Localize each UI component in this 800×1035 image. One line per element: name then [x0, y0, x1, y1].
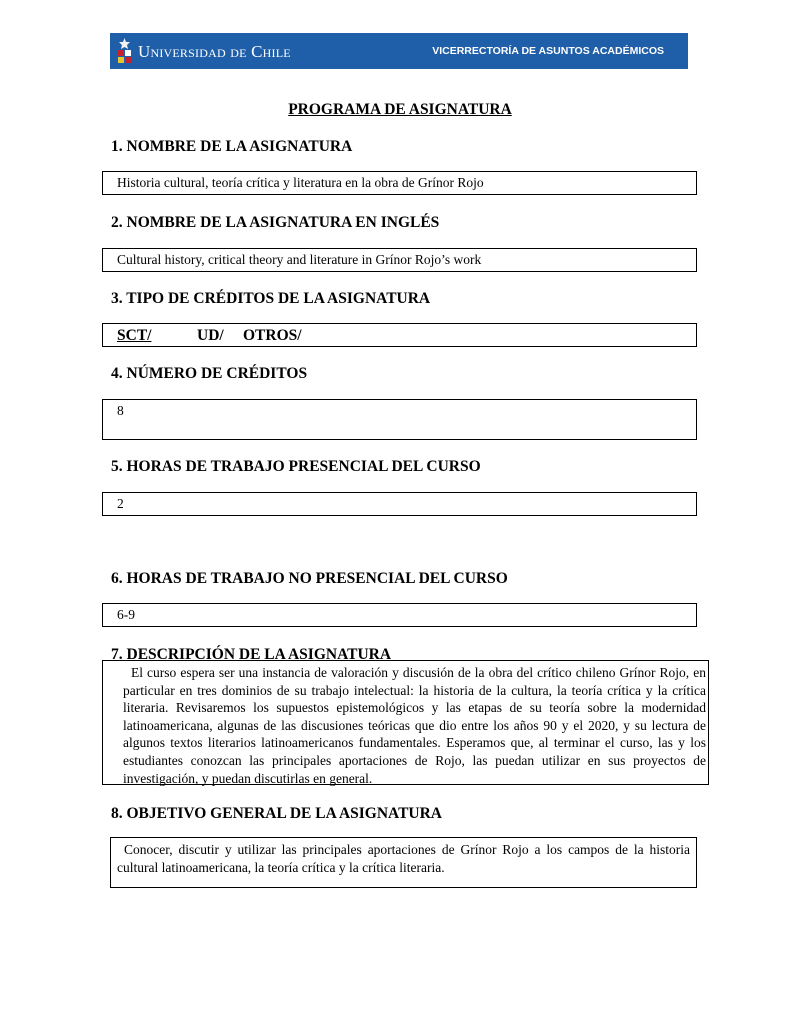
course-name-value: Historia cultural, teoría crítica y literatura en la obra de Grínor Rojo — [117, 175, 484, 190]
credits-number-value: 8 — [117, 403, 124, 418]
section-3-heading: 3. TIPO DE CRÉDITOS DE LA ASIGNATURA — [111, 290, 431, 307]
course-description-text: El curso espera ser una instancia de valoración y discusión de la obra del crítico chileno Grínor Rojo, en particular en tres dominios de su trabajo intelectual: la historia de la cultura, la teoría crítica y la crítica literaria. Revisaremos los supuestos epistemológicos y las etapas de su teoría sobre la modernidad latinoamericana, algunas de las discusiones teóricas que dio entre los años 90 y el 2020, y su lectura de algunos textos literarios latinoamericanos fundamentales. Esperamos que, al terminar el curso, las y los estudiantes conozcan las principales aportaciones de Rojo, las puedan utilizar en sus proyectos de investigación, y puedan discutirlas en general. — [123, 665, 706, 786]
section-6-heading: 6. HORAS DE TRABAJO NO PRESENCIAL DEL CURSO — [111, 570, 508, 587]
section-8-field — [110, 837, 697, 888]
presential-hours-value: 2 — [117, 496, 124, 511]
vicerrectoria-label: VICERRECTORÍA DE ASUNTOS ACADÉMICOS — [432, 45, 664, 57]
section-7-heading: 7. DESCRIPCIÓN DE LA ASIGNATURA — [111, 646, 392, 663]
credit-option-otros: OTROS/ — [243, 327, 302, 344]
section-3-field — [102, 323, 697, 347]
credit-option-ud: UD/ — [197, 327, 224, 344]
section-6-field — [102, 603, 697, 627]
header-banner — [110, 33, 688, 69]
course-name-english-value: Cultural history, critical theory and literature in Grínor Rojo’s work — [117, 252, 482, 267]
university-crest-icon — [116, 37, 133, 65]
section-2-heading: 2. NOMBRE DE LA ASIGNATURA EN INGLÉS — [111, 214, 440, 231]
non-presential-hours-value: 6-9 — [117, 607, 135, 622]
page-title: PROGRAMA DE ASIGNATURA — [288, 101, 512, 118]
section-5-heading: 5. HORAS DE TRABAJO PRESENCIAL DEL CURSO — [111, 458, 481, 475]
section-1-field — [102, 171, 697, 195]
section-8-heading: 8. OBJETIVO GENERAL DE LA ASIGNATURA — [111, 805, 443, 822]
credit-option-sct: SCT/ — [117, 327, 152, 344]
section-4-field — [102, 399, 697, 440]
university-name: Universidad de Chile — [138, 42, 291, 61]
section-4-heading: 4. NÚMERO DE CRÉDITOS — [111, 365, 308, 382]
section-2-field — [102, 248, 697, 272]
section-1-heading: 1. NOMBRE DE LA ASIGNATURA — [111, 138, 353, 155]
general-objective-text: Conocer, discutir y utilizar las principales aportaciones de Grínor Rojo a los campos de la historia cultural latinoamericana, la teoría crítica y la crítica literaria. — [117, 842, 690, 875]
section-5-field — [102, 492, 697, 516]
section-7-field — [102, 660, 709, 785]
credit-type-options — [117, 327, 302, 345]
